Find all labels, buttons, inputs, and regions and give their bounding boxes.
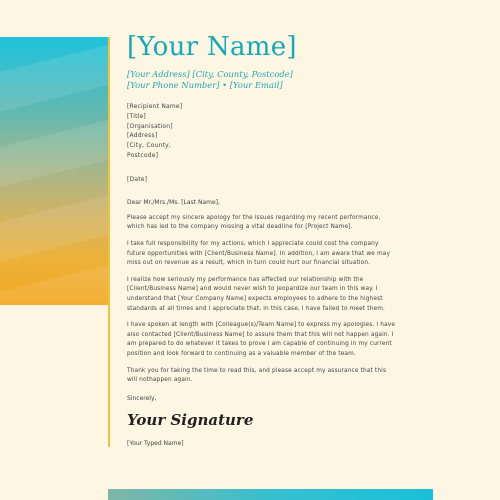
typed-name: [Your Typed Name] xyxy=(127,439,184,447)
paragraph: I realize how seriously my performance has affected our relationship with the [Client/Business Name] and would never wish to jeopardize our team in this way. I understand that [Your Company Name] expects employees to adhere to the highest standards at all times and I appreciate that, in this case, I have failed to meet them. xyxy=(127,276,386,312)
recipient-line: [Organisation] xyxy=(127,122,173,130)
recipient-block xyxy=(127,102,397,161)
paragraph: Thank you for taking the time to read this, and please accept my assurance that this will nothappen again. xyxy=(127,367,387,384)
paragraph: I have spoken at length with [Colleague(s)/Team Name] to express my apologies. I have also contacted [Client/Business Name] to assure them that this will not happen again. I am prepared to do whatever it takes to prove I am capable of continuing in my current position and look forward to continuing as a valuable member of the team. xyxy=(127,322,396,357)
sender-phone-email: [Your Phone Number] • [Your Email] xyxy=(127,80,283,90)
recipient-line: [Title] xyxy=(127,112,146,120)
bottom-decorative-band xyxy=(108,489,433,500)
sender-address: [Your Address] [City, County, Postcode] xyxy=(127,69,293,79)
recipient-line: Postcode] xyxy=(127,151,159,159)
paragraph: I take full responsibility for my actions, which I appreciate could cost the company future opportunities with [Client/Business Name]. In addition, I am aware that we may miss out on revenue as a result, which in turn could hurt our financial situation. xyxy=(127,240,391,267)
sender-name: [Your Name] xyxy=(127,32,297,62)
sender-contact xyxy=(127,69,397,91)
paragraph: Please accept my sincere apology for the issues regarding my recent performance, which has led to the company missing a vital deadline for [Project Name]. xyxy=(127,214,381,231)
letter-date: [Date] xyxy=(127,175,148,183)
recipient-line: [City, County, xyxy=(127,142,171,150)
recipient-line: [Recipient Name] xyxy=(127,103,183,110)
letter-body xyxy=(127,30,397,448)
closing: Sincerely, xyxy=(127,394,157,402)
signature: Your Signature xyxy=(127,410,254,429)
salutation: Dear Mr./Mrs./Ms. [Last Name], xyxy=(127,198,220,206)
decorative-gradient-band xyxy=(0,37,108,305)
recipient-line: [Address] xyxy=(127,132,158,140)
vertical-divider xyxy=(108,37,110,447)
